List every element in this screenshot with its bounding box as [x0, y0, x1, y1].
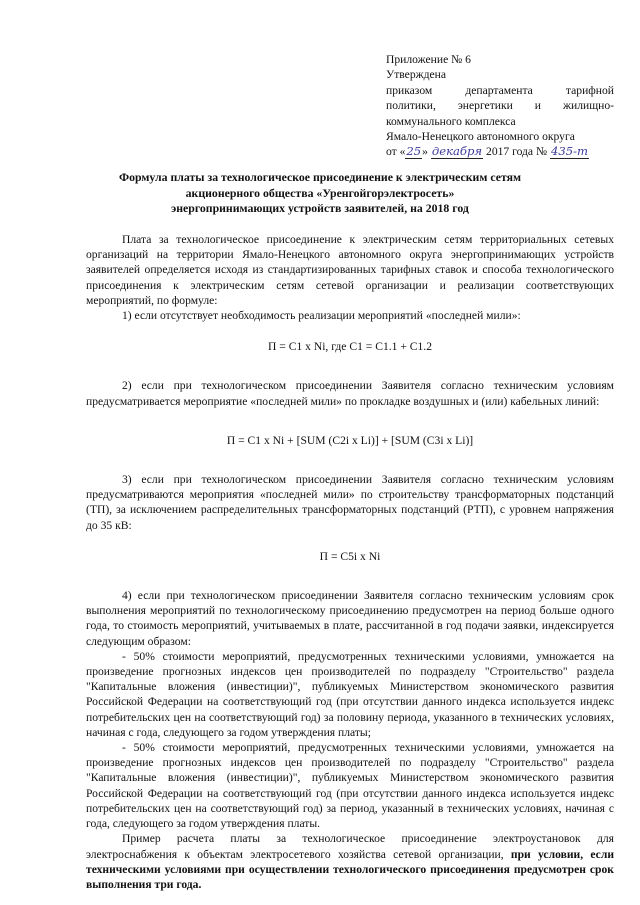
approval-region-line: Ямало-Ненецкого автономного округа	[386, 130, 575, 144]
approval-date-line	[386, 144, 614, 159]
approved-label: Утверждена	[386, 68, 447, 82]
document-body	[86, 232, 614, 892]
bullet-1-paragraph: - 50% стоимости мероприятий, предусмотренных техническими условиями, умножается на произведение прогнозных индексов цен производителей по подразделу "Строительство" раздела "Капитальные вложения (инвестиции)", публикуемых Министерством экономического развития Российской Федерации на соответствующий год (при отсутствии данного индекса используется индекс потребительских цен на соответствующий год) за половину периода, указанного в технических условиях, начиная с года, следующего за годом утверждения платы;	[86, 649, 614, 739]
approval-block	[386, 52, 614, 160]
approval-order-line: приказом департамента тарифной	[386, 83, 614, 97]
title-line-3: энергопринимающих устройств заявителей, на 2018 год	[171, 201, 469, 216]
case-2-paragraph: 2) если при технологическом присоединении Заявителя согласно техническим условиям предусматривается мероприятие «последней мили» по прокладке воздушных и (или) кабельных линий:	[86, 379, 614, 408]
intro-paragraph: Плата за технологическое присоединение к электрическим сетям территориальных сетевых организаций на территории Ямало-Ненецкого автономного округа энергопринимающих устройств заявителей определяется исходя из стандартизированных тарифных ставок и способа технологического присоединения к электрическим сетям сетевой организации и реализации соответствующих мероприятий, по формуле:	[86, 233, 614, 307]
date-month-handwritten: декабря	[431, 144, 483, 159]
title-line-1: Формула платы за технологическое присоединение к электрическим сетям	[118, 170, 521, 184]
date-year: 2017 года №	[486, 145, 548, 159]
date-quote-close: »	[422, 145, 428, 159]
approval-department-line: политики, энергетики и жилищно-	[386, 99, 614, 113]
date-prefix: от «	[386, 145, 406, 159]
example-text: Пример расчета платы за технологическое присоединение электроустановок для электроснабжения к объектам электросетевого хозяйства сетевой организации,	[86, 832, 614, 861]
title-line-2: акционерного общества «Уренгойгорэлектросеть»	[185, 185, 455, 200]
order-number-handwritten: 435-т	[550, 144, 588, 159]
example-bold-text: при условии, если техническими условиями при осуществлении технологического присоединения предусмотрен срок выполнения три года.	[86, 847, 615, 891]
document-title	[40, 170, 600, 217]
approval-complex-line: коммунального комплекса	[386, 114, 516, 128]
example-paragraph	[86, 831, 614, 892]
case-3-paragraph: 3) если при технологическом присоединении Заявителя согласно техническим условиям предусматриваются мероприятия «последней мили» по строительству трансформаторных подстанций (ТП), за исключением распределительных трансформаторных подстанций (РТП), с уровнем напряжения до 35 кВ:	[86, 473, 614, 532]
case-4-paragraph: 4) если при технологическом присоединении Заявителя согласно техническим условиям срок выполнения мероприятий по технологическому присоединению предусмотрен на период больше одного года, то стоимость мероприятий, учитываемых в плате, рассчитанной в год подачи заявки, индексируется следующим образом:	[86, 589, 614, 648]
bullet-2-paragraph: - 50% стоимости мероприятий, предусмотренных техническими условиями, умножается на произведение прогнозных индексов цен производителей по подразделу "Строительство" раздела "Капитальные вложения (инвестиции)", публикуемых Министерством экономического развития Российской Федерации на соответствующий год (при отсутствии данного индекса используется индекс потребительских цен на соответствующий год) за период, указанный в технических условиях, начиная с года, следующего за годом утверждения платы.	[86, 741, 614, 831]
formula-1: П = С1 х Ni, где С1 = С1.1 + С1.2	[268, 340, 432, 354]
appendix-number: Приложение № 6	[386, 53, 471, 66]
formula-3: П = С5i х Ni	[319, 549, 381, 563]
case-1-paragraph: 1) если отсутствует необходимость реализации мероприятий «последней мили»:	[122, 309, 521, 323]
date-day-handwritten: 25	[406, 144, 422, 159]
formula-2: П = С1 х Ni + [SUM (C2i x Li)] + [SUM (C3i x Li)]	[226, 433, 474, 447]
